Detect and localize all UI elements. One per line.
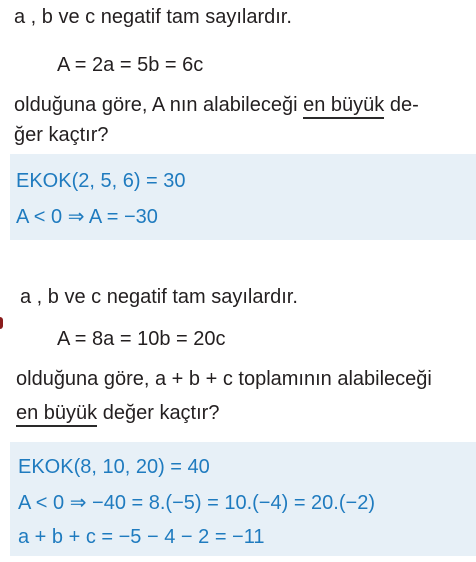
solution2-line1: EKOK(8, 10, 20) = 40 — [18, 456, 210, 478]
problem2-equation: A = 8a = 10b = 20c — [57, 328, 226, 350]
problem1-question-pre: olduğuna göre, A nın alabileceği — [14, 94, 304, 116]
problem2-question-line2 — [16, 400, 219, 426]
solution2-line2: A < 0 ⇒ −40 = 8.(−5) = 10.(−4) = 20.(−2) — [18, 492, 375, 514]
solution2-line3: a + b + c = −5 − 4 − 2 = −11 — [18, 526, 265, 548]
problem1-equation: A = 2a = 5b = 6c — [57, 54, 204, 76]
problem1-statement: a , b ve c negatif tam sayılardır. — [14, 6, 292, 28]
solution1-line1: EKOK(2, 5, 6) = 30 — [16, 170, 186, 192]
problem1-question-emphasis: en büyük — [303, 94, 384, 119]
problem1-question-post: de- — [384, 94, 419, 116]
problem1-question-line1 — [14, 92, 419, 118]
margin-marker — [0, 317, 3, 329]
problem2-question-post: değer kaçtır? — [97, 402, 220, 424]
problem2-statement: a , b ve c negatif tam sayılardır. — [20, 286, 298, 308]
solution1-box — [10, 154, 476, 240]
problem1-question-line2: ğer kaçtır? — [14, 124, 109, 146]
solution1-line2: A < 0 ⇒ A = −30 — [16, 206, 158, 228]
problem2-question-line1: olduğuna göre, a + b + c toplamının alabileceği — [16, 368, 432, 390]
solution2-box — [10, 442, 476, 556]
problem2-question-emphasis: en büyük — [16, 402, 97, 427]
